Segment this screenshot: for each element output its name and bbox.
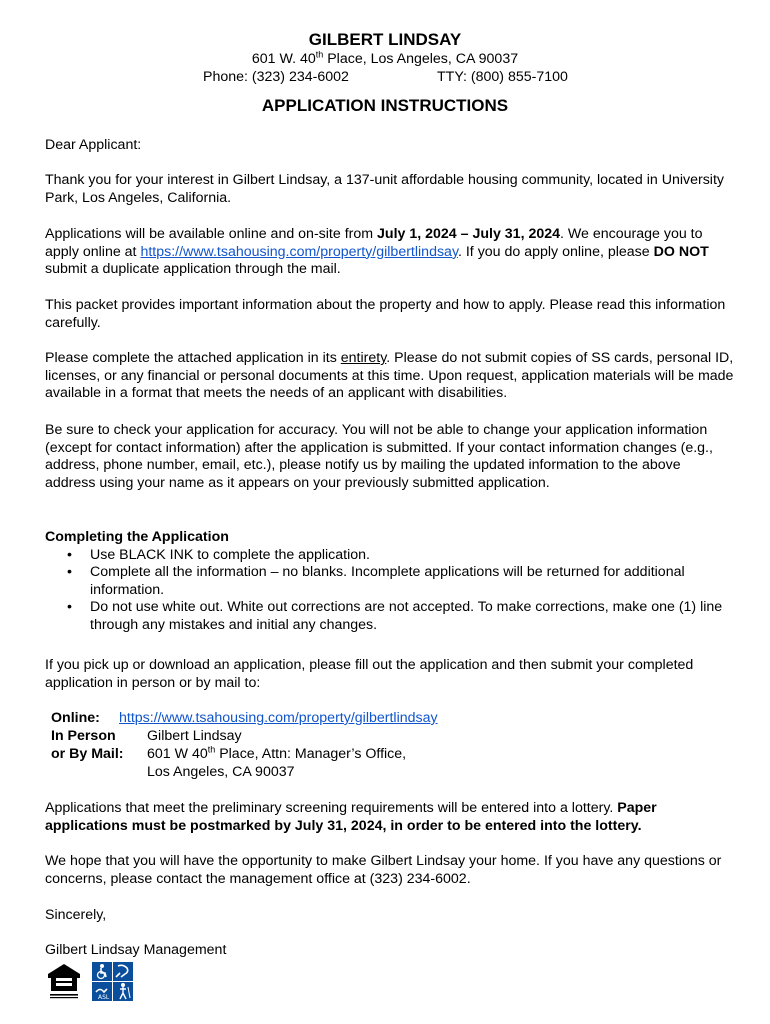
- address-text-rest: Place, Los Angeles, CA 90037: [323, 51, 519, 67]
- completing-heading: Completing the Application: [45, 529, 229, 545]
- paragraph-complete: Please complete the attached application in its entirety. Please do not submit copies of SS cards, personal ID, licenses, or any financial or personal documents at this time. Upon request, application materials will be made available in a format that meets the needs of an applicant with disabilities.: [45, 350, 734, 402]
- address-sup: th: [315, 49, 324, 60]
- paragraph-packet-info: This packet provides important information about the property and how to apply. Please read this information carefully.: [45, 297, 726, 331]
- phone-number: Phone: (323) 234-6002: [203, 69, 349, 85]
- paragraph-closing-note: We hope that you will have the opportunity to make Gilbert Lindsay your home. If you have any questions or concerns, please contact the management office at (323) 234-6002.: [45, 853, 722, 887]
- list-item: • Complete all the information – no blanks. Incomplete applications will be returned for additional information.: [45, 564, 735, 599]
- paragraph-accuracy: Be sure to check your application for accuracy. You will not be able to change your application information (except for contact information) after the application is submitted. If your contact information changes (e.g., address, phone number, email, etc.), please notify us by mailing the updated information to the above address using your name as it appears on your previously submitted application.: [45, 422, 713, 491]
- page-title: APPLICATION INSTRUCTIONS: [261, 96, 509, 115]
- completing-list: [45, 547, 735, 635]
- list-item: • Use BLACK INK to complete the application.: [45, 547, 735, 565]
- entirety-underlined: entirety: [340, 350, 387, 366]
- online-label: Online:: [51, 710, 100, 726]
- address-text: 601 W. 40: [251, 51, 316, 67]
- apply-online-link[interactable]: https://www.tsahousing.com/property/gilbertlindsay: [140, 243, 458, 260]
- paragraph-lottery: Applications that meet the preliminary screening requirements will be entered into a lottery. Paper applications must be postmarked by July 31, 2024, in order to be entered into the lottery.: [45, 800, 657, 834]
- signature: Gilbert Lindsay Management: [45, 942, 227, 958]
- online-url-link[interactable]: https://www.tsahousing.com/property/gilbertlindsay: [119, 710, 438, 726]
- mail-line-2: 601 W 40th Place, Attn: Manager’s Office,: [147, 744, 407, 762]
- org-name: GILBERT LINDSAY: [308, 30, 462, 49]
- closing: Sincerely,: [45, 907, 107, 923]
- list-item: • Do not use white out. White out corrections are not accepted. To make corrections, make one (1) line through any mistakes and initial any changes.: [45, 599, 735, 634]
- logos: [46, 962, 136, 1002]
- paragraph-intro: Thank you for your interest in Gilbert Lindsay, a 137-unit affordable housing community, located in University Park, Los Angeles, California.: [45, 172, 724, 206]
- by-mail-label: or By Mail:: [51, 746, 124, 762]
- equal-housing-opportunity-icon: [46, 962, 82, 1000]
- in-person-label: In Person: [51, 728, 116, 744]
- mail-line-1: Gilbert Lindsay: [147, 728, 242, 744]
- tty-number: TTY: (800) 855-7100: [437, 69, 568, 85]
- accessibility-icons: [92, 962, 134, 1002]
- svg-text:ASL: ASL: [98, 994, 110, 1001]
- org-address: [0, 51, 770, 69]
- paragraph-availability: Applications will be available online and on-site from July 1, 2024 – July 31, 2024. We encourage you to apply online at https://www.tsahousing.com/property/gilbertlindsay. If you do apply online, please DO NOT submit a duplicate application through the mail.: [45, 226, 709, 278]
- completing-section: [45, 529, 735, 635]
- do-not-emphasis: DO NOT: [653, 243, 709, 260]
- mail-line-3: Los Angeles, CA 90037: [147, 764, 295, 780]
- paragraph-submit: If you pick up or download an application, please fill out the application and then submit your completed application in person or by mail to:: [45, 657, 694, 691]
- postmark-deadline: Paper applications must be postmarked by July 31, 2024, in order to be entered into the lottery.: [45, 800, 657, 834]
- salutation: Dear Applicant:: [45, 137, 142, 153]
- application-dates: July 1, 2024 – July 31, 2024: [377, 226, 561, 242]
